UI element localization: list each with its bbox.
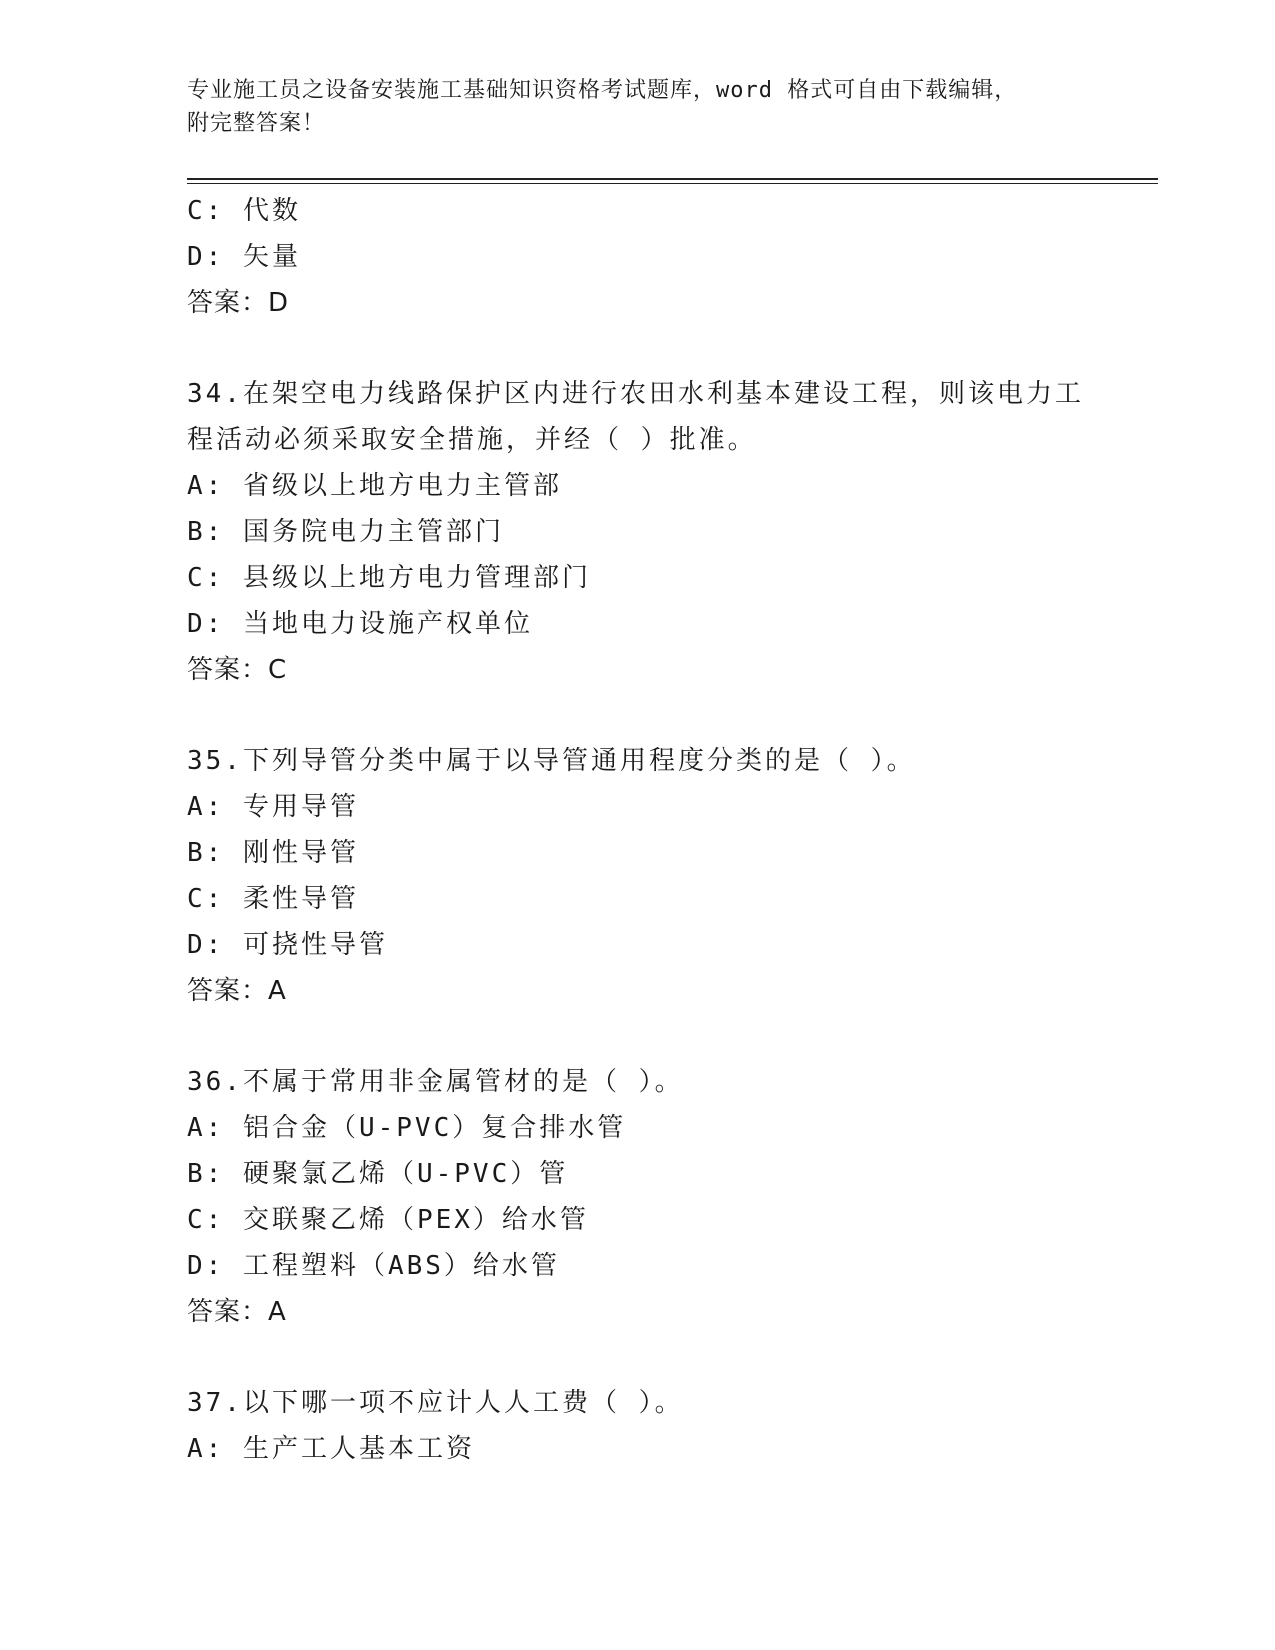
header-divider-thick [187,178,1158,180]
header-divider-thin [187,183,1158,184]
option-a: A: 省级以上地方电力主管部 [187,471,562,501]
answer-line: 答案：D [187,288,290,318]
option-c: C: 柔性导管 [187,884,359,914]
question-stem: 35.下列导管分类中属于以导管通用程度分类的是（ ）。 [187,746,916,776]
option-a: A: 生产工人基本工资 [187,1434,475,1464]
question-34 [187,371,1157,693]
option-d: D: 当地电力设施产权单位 [187,609,533,639]
spacer [187,326,1157,371]
header-line-1: 专业施工员之设备安装施工基础知识资格考试题库，word 格式可自由下载编辑， [187,78,1018,103]
option-a: A: 专用导管 [187,792,359,822]
option-d: D: 可挠性导管 [187,930,388,960]
option-b: B: 硬聚氯乙烯（U-PVC）管 [187,1159,569,1189]
question-partial [187,188,1157,326]
question-37 [187,1380,1157,1472]
question-stem: 34.在架空电力线路保护区内进行农田水利基本建设工程，则该电力工 [187,379,1084,409]
option-a: A: 铝合金（U-PVC）复合排水管 [187,1113,627,1143]
option-d: D: 矢量 [187,242,301,272]
question-35 [187,738,1157,1014]
answer-line: 答案：A [187,976,287,1006]
option-b: B: 刚性导管 [187,838,359,868]
option-d: D: 工程塑料（ABS）给水管 [187,1251,560,1281]
spacer [187,1014,1157,1059]
spacer [187,693,1157,738]
question-36 [187,1059,1157,1335]
answer-line: 答案：A [187,1297,287,1327]
question-stem: 37.以下哪一项不应计人人工费（ ）。 [187,1388,684,1418]
question-list [187,188,1157,1472]
answer-line: 答案：C [187,655,288,685]
option-c: C: 交联聚乙烯（PEX）给水管 [187,1205,589,1235]
option-b: B: 国务院电力主管部门 [187,517,504,547]
option-c: C: 代数 [187,196,301,226]
header-line-2: 附完整答案！ [187,111,326,136]
spacer [187,1335,1157,1380]
question-stem-cont: 程活动必须采取安全措施，并经（ ）批准。 [187,425,757,455]
document-header [187,74,1077,140]
option-c: C: 县级以上地方电力管理部门 [187,563,591,593]
question-stem: 36.不属于常用非金属管材的是（ ）。 [187,1067,684,1097]
